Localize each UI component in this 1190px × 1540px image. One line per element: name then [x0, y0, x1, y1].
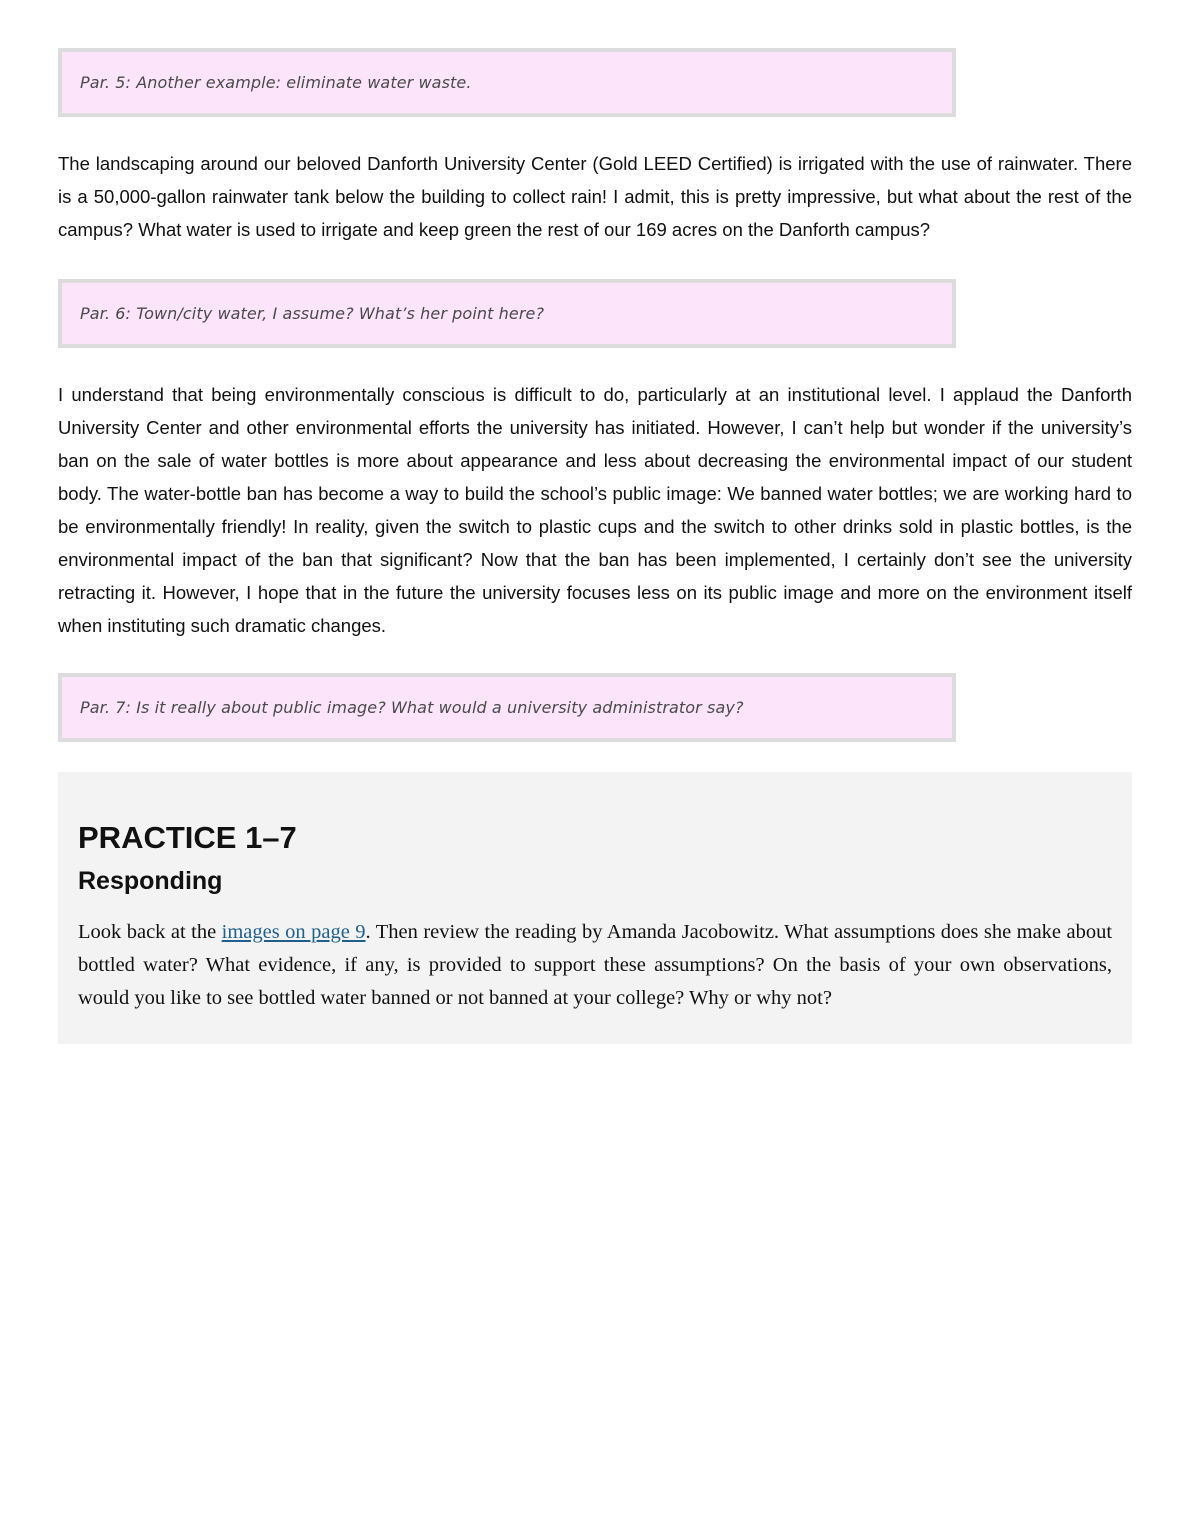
practice-box [58, 772, 1132, 1044]
margin-note-par7 [58, 673, 956, 742]
margin-note-par6 [58, 279, 956, 348]
practice-prompt [78, 916, 1112, 1015]
practice-title: PRACTICE 1–7 [78, 820, 297, 855]
note-text: Par. 5: Another example: eliminate water waste. [80, 73, 472, 92]
prompt-text-after: . Then review the reading by Amanda Jacobowitz. What assumptions does she make about bottled water? What evidence, if any, is provided to support these assumptions? On the basis of your own observations, would you like to see bottled water banned or not banned at your college? Why or why not? [78, 921, 1113, 1009]
page-content [58, 48, 1132, 1044]
practice-subtitle: Responding [78, 867, 223, 895]
body-paragraph: I understand that being environmentally conscious is difficult to do, particularly at an institutional level. I applaud the Danforth University Center and other environmental efforts the university has initiated. However, I can’t help but wonder if the university’s ban on the sale of water bottles is more about appearance and less about decreasing the environmental impact of our student body. The water-bottle ban has become a way to build the school’s public image: We banned water bottles; we are working hard to be environmentally friendly! In reality, given the switch to plastic cups and the switch to other drinks sold in plastic bottles, is the environmental impact of the ban that significant? Now that the ban has been implemented, I certainly don’t see the university retracting it. However, I hope that in the future the university focuses less on its public image and more on the environment itself when instituting such dramatic changes. [58, 384, 1132, 636]
note-text: Par. 6: Town/city water, I assume? What’s her point here? [80, 304, 545, 323]
note-text: Par. 7: Is it really about public image? What would a university administrator say? [80, 698, 744, 717]
prompt-text-before: Look back at the [78, 921, 222, 943]
body-paragraph: The landscaping around our beloved Danforth University Center (Gold LEED Certified) is irrigated with the use of rainwater. There is a 50,000-gallon rainwater tank below the building to collect rain! I admit, this is pretty impressive, but what about the rest of the campus? What water is used to irrigate and keep green the rest of our 169 acres on the Danforth campus? [58, 153, 1132, 240]
margin-note-par5 [58, 48, 956, 117]
images-page-link[interactable]: images on page 9 [221, 921, 366, 943]
